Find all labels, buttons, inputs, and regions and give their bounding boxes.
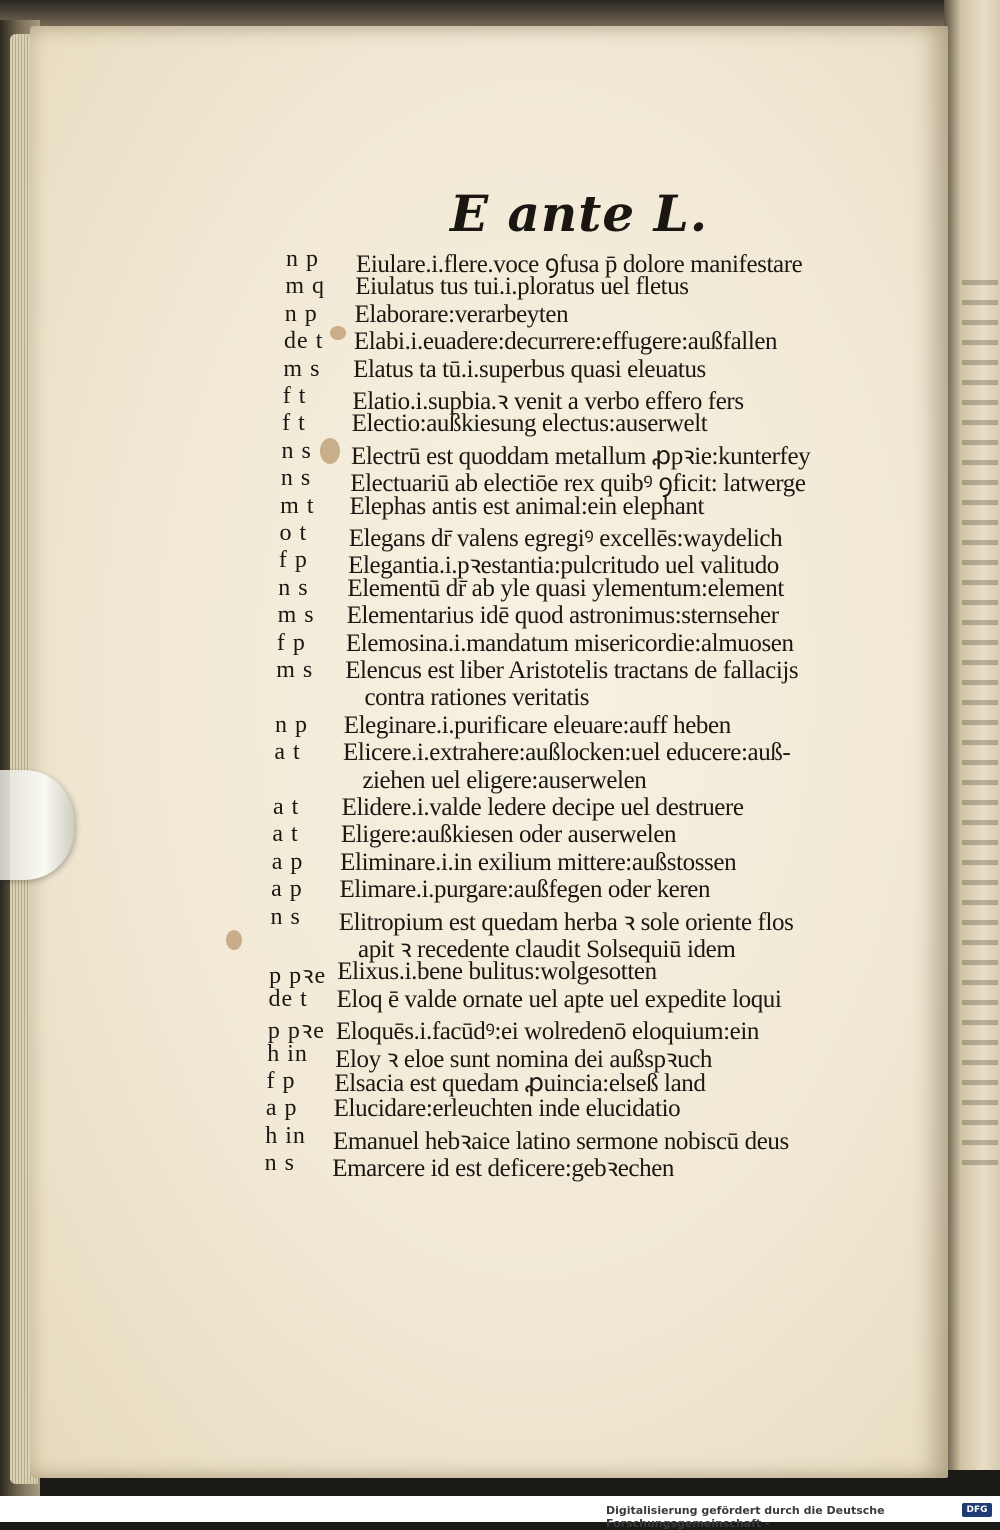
entry-text: Eloq ē valde ornate uel apte uel expedite loqui <box>336 985 782 1013</box>
entry-text: Elegantia.i.pꝛestantia:pulcritudo uel valitudo <box>348 552 779 580</box>
entry-text: Eloquēs.i.facūdꝰ:ei wolredenō eloquium:ein <box>335 1018 760 1046</box>
grammar-code: a p <box>271 876 303 903</box>
footer-credit: Digitalisierung gefördert durch die Deutsche Forschungsgemeinschaft - <box>606 1504 885 1530</box>
grammar-code: f t <box>282 383 307 409</box>
entry-text: Elatio.i.supbia.ꝛ venit a verbo effero fers <box>352 388 744 415</box>
grammar-code: a t <box>273 794 300 820</box>
grammar-code: m s <box>277 602 315 629</box>
grammar-code: n s <box>281 437 312 464</box>
entry-text: Eleginare.i.purificare eleuare:auff heben <box>343 711 731 739</box>
entry-text: Eiulare.i.flere.voce ꝯfusa p̄ dolore manifestare <box>356 251 803 278</box>
stain <box>330 326 346 340</box>
entry-text: Electuariū ab electiōe rex quibꝰ ꝯficit: latwerge <box>350 470 806 498</box>
grammar-code: de t <box>268 985 308 1012</box>
grammar-code: n p <box>284 300 318 327</box>
grammar-code: f p <box>266 1068 296 1094</box>
grammar-code: p pꝛe <box>269 963 327 990</box>
entry-text: contra rationes veritatis <box>364 684 590 712</box>
grammar-code: n s <box>280 465 312 492</box>
grammar-code: a p <box>265 1095 298 1122</box>
grammar-code: m s <box>276 657 314 683</box>
grammar-code: p pꝛe <box>267 1018 325 1045</box>
grammar-code: f t <box>282 410 306 437</box>
grammar-code: m q <box>285 273 326 300</box>
entry-text: Eiulatus tus tui.i.ploratus uel fletus <box>355 273 689 301</box>
grammar-code: h in <box>267 1040 308 1067</box>
grammar-code: de t <box>284 328 324 355</box>
entry-text: Emanuel hebꝛaice latino sermone nobiscū deus <box>332 1127 789 1155</box>
entry-text: Elucidare:erleuchten inde elucidatio <box>333 1095 681 1123</box>
entry-text: Elabi.i.euadere:decurrere:effugere:außfallen <box>353 328 778 356</box>
entry-text: Elidere.i.valde ledere decipe uel destruere <box>341 794 744 821</box>
grammar-code: h in <box>265 1122 306 1149</box>
entry-text: Elaborare:verarbeyten <box>354 300 569 328</box>
entry-text: Elemosina.i.mandatum misericordie:almuosen <box>345 629 794 657</box>
entry-text: Electrū est quoddam metallum ꝓpꝛie:kunterfey <box>350 442 811 470</box>
entry-text: Eloy ꝛ eloe sunt nomina dei außspꝛuch <box>335 1045 712 1073</box>
facing-page <box>944 0 1000 1470</box>
grammar-code: f p <box>278 547 308 574</box>
grammar-code: n s <box>270 903 301 930</box>
grammar-code: m t <box>280 492 315 519</box>
entry-text: Elicere.i.extrahere:außlocken:uel educere:auß- <box>343 739 791 767</box>
entry-text: Electio:außkiesung electus:auserwelt <box>351 410 708 438</box>
stain <box>320 438 340 464</box>
entry-text: Elimare.i.purgare:außfegen oder keren <box>339 876 711 904</box>
entry-text: Elitropium est quedam herba ꝛ sole oriente flos <box>338 908 794 936</box>
entry-text: Elephas antis est animal:ein elephant <box>349 492 705 520</box>
grammar-code: n s <box>264 1150 295 1177</box>
entry-text: Emarcere id est deficere:gebꝛechen <box>332 1155 675 1183</box>
grammar-code: a t <box>274 739 301 766</box>
grammar-code: n p <box>286 246 319 272</box>
entry-text: Elencus est liber Aristotelis tractans de fallacijs <box>345 657 799 684</box>
entry-text: Elsacia est quedam ꝓuincia:elseß land <box>334 1070 706 1097</box>
grammar-code: a p <box>271 848 304 875</box>
entry-text: apit ꝛ recedente claudit Solsequiū idem <box>358 936 736 963</box>
stain <box>226 930 242 950</box>
grammar-code: o t <box>279 520 308 546</box>
entry-text: Elementarius idē quod astronimus:sternseher <box>346 602 779 630</box>
dfg-logo: DFG <box>962 1503 992 1517</box>
entry-text: Eliminare.i.in exilium mittere:außstossen <box>340 848 737 876</box>
entry-text: Elatus ta tū.i.superbus quasi eleuatus <box>353 355 706 383</box>
entry-text: ziehen uel eligere:auserwelen <box>362 766 647 794</box>
page-heading: E ante L. <box>450 184 709 243</box>
grammar-code: n p <box>274 711 308 738</box>
entry-text: Elementū dr̄ ab yle quasi ylementum:element <box>347 574 784 602</box>
entry-text: Elegans dr̄ valens egregiꝰ excellēs:waydelich <box>348 525 783 552</box>
entry-text: Elixus.i.bene bulitus:wolgesotten <box>337 958 657 986</box>
grammar-code: f p <box>276 629 306 656</box>
grammar-code: a t <box>272 821 299 848</box>
entry-text: Eligere:außkiesen oder auserwelen <box>340 821 677 849</box>
grammar-code: n s <box>278 574 309 601</box>
grammar-code: m s <box>283 355 321 382</box>
